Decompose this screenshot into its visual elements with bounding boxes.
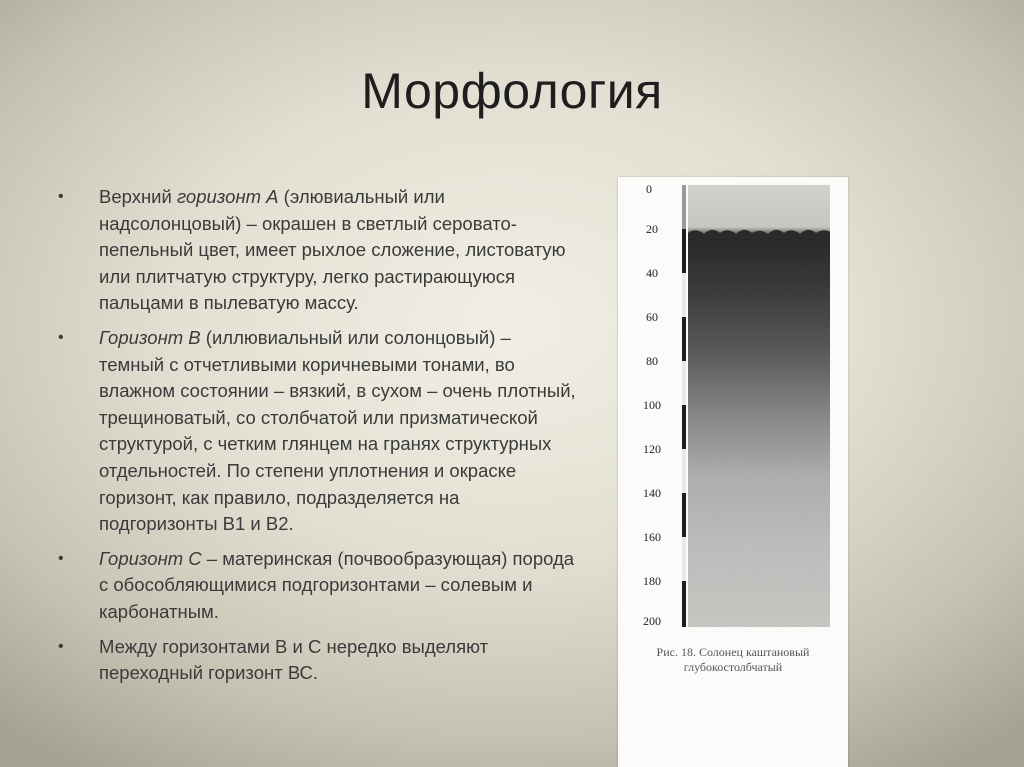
depth-label: 160	[643, 530, 661, 544]
bullet-term: Горизонт С	[99, 547, 202, 569]
figure-caption	[618, 645, 848, 675]
depth-label: 120	[643, 442, 661, 456]
depth-label: 200	[643, 614, 661, 628]
bullet-item	[58, 634, 578, 687]
slide-title: Морфология	[361, 63, 663, 119]
bullet-term: Горизонт В	[99, 326, 201, 348]
depth-label: 0	[646, 182, 652, 196]
depth-label: 80	[646, 354, 658, 368]
bullet-dot: •	[58, 637, 64, 655]
caption-line: глубокостолбчатый	[683, 660, 783, 674]
bullet-item	[58, 546, 578, 626]
bullet-dot: •	[58, 549, 64, 567]
bullet-text: – материнская (почвообразующая) порода с обособляющимися подгоризонтами – солевым и карбонатным.	[99, 547, 575, 622]
bullet-lead: Верхний	[99, 186, 177, 207]
bullet-item	[58, 325, 578, 538]
depth-label: 40	[646, 266, 658, 280]
bullet-text: (иллювиальный или солонцовый) – темный с отчетливыми коричневыми тонами, во влажном состоянии – вязкий, в сухом – очень плотный, трещиноватый, со столбчатой или призматической структурой, с четким глянцем на гранях структурных отдельностей. По степени уплотнения и окраске горизонт, как правило, подразделяется на подгоризонты В1 и В2.	[99, 326, 576, 535]
depth-label: 140	[643, 486, 661, 500]
depth-label: 60	[646, 310, 658, 324]
soil-profile-drawing	[618, 177, 848, 637]
bullet-text: Между горизонтами В и С нередко выделяют переходный горизонт ВС.	[99, 635, 489, 684]
bullet-list	[58, 184, 578, 695]
soil-column	[688, 185, 830, 627]
depth-label: 100	[643, 398, 661, 412]
depth-label: 20	[646, 222, 658, 236]
bullet-item	[58, 184, 578, 317]
bullet-dot: •	[58, 188, 64, 205]
depth-label: 180	[643, 574, 661, 588]
caption-line: Рис. 18. Солонец каштановый	[656, 645, 810, 659]
bullet-text: (элювиальный или надсолонцовый) – окрашен в светлый серовато-пепельный цвет, имеет рыхлое сложение, листоватую или плитчатую структуру, легко растирающуюся пальцами в пылеватую массу.	[99, 186, 566, 314]
bullet-dot: •	[58, 328, 64, 346]
bullet-term: горизонт А	[176, 186, 279, 207]
soil-profile-figure	[618, 177, 848, 767]
